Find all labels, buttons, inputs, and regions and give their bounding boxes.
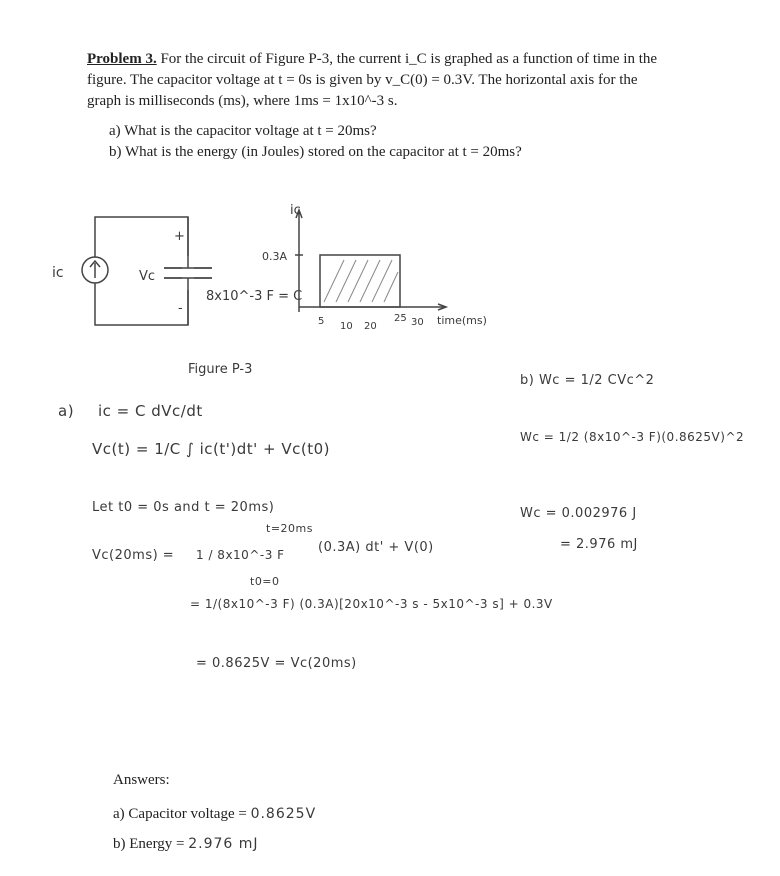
question-b (109, 144, 522, 161)
solution-a-let: Let t0 = 0s and t = 20ms) (92, 500, 275, 515)
minus-sign: - (178, 301, 183, 316)
answer-a-value: 0.8625V (250, 806, 317, 822)
solution-a-int-lower: t0=0 (250, 575, 280, 588)
solution-b-eq1: b) Wc = 1/2 CVc^2 (520, 373, 655, 388)
solution-a-eq2: Vc(t) = 1/C ∫ ic(t')dt' + Vc(t0) (92, 440, 331, 458)
pulse-hatching (324, 260, 398, 302)
xtick-10: 10 (340, 321, 353, 332)
answers-title: Answers: (113, 772, 170, 788)
problem-text-2: figure. The capacitor voltage at t = 0s is given by v_C(0) = 0.3V. The horizontal axis for the (87, 72, 638, 88)
xtick-5: 5 (318, 316, 325, 327)
graph-y-label: ic (290, 203, 301, 218)
problem-heading: Problem 3. (87, 51, 157, 67)
figure-caption: Figure P-3 (188, 362, 253, 377)
question-a-text: What is the capacitor voltage at t = 20ms? (124, 123, 377, 139)
problem-text-3: graph is milliseconds (ms), where 1ms = 1x10^-3 s. (87, 93, 398, 109)
answer-b-value: 2.976 mJ (188, 836, 259, 852)
question-a (109, 123, 377, 140)
solution-a-label: a) (58, 402, 75, 420)
xtick-25: 25 (394, 313, 407, 324)
graph-level-label: 0.3A (262, 250, 288, 263)
solution-a-eq3-lhs: Vc(20ms) = (92, 548, 175, 563)
current-graph (295, 210, 446, 312)
solution-b-eq2: Wc = 1/2 (8x10^-3 F)(0.8625V)^2 (520, 430, 745, 444)
answer-a-label: a) Capacitor voltage = (113, 806, 247, 822)
solution-b-eq3: Wc = 0.002976 J (520, 506, 637, 521)
solution-a-eq3-rhs: (0.3A) dt' + V(0) (318, 540, 434, 555)
current-pulse (320, 255, 400, 307)
solution-a-int-upper: t=20ms (266, 522, 313, 535)
capacitor-value: 8x10^-3 F = C (206, 289, 303, 304)
problem-text-1: For the circuit of Figure P-3, the current i_C is graphed as a function of time in the (160, 51, 658, 67)
solution-a-eq4: = 1/(8x10^-3 F) (0.3A)[20x10^-3 s - 5x10^-3 s] + 0.3V (190, 597, 553, 611)
solution-b-eq4: = 2.976 mJ (560, 537, 638, 552)
question-b-text: What is the energy (in Joules) stored on the capacitor at t = 20ms? (124, 144, 522, 160)
graph-x-label: time(ms) (437, 314, 487, 327)
solution-a-eq5: = 0.8625V = Vc(20ms) (196, 656, 357, 671)
figure-p3 (0, 190, 780, 380)
xtick-30: 30 (411, 317, 424, 328)
plus-sign: + (174, 229, 185, 244)
solution-a-eq1: ic = C dVc/dt (98, 402, 203, 420)
question-b-label: b) (109, 144, 122, 160)
answer-b-label: b) Energy = (113, 836, 185, 852)
problem-line-1 (87, 51, 657, 68)
vc-label: Vc (139, 269, 156, 284)
xtick-20: 20 (364, 321, 377, 332)
answer-a (113, 806, 316, 823)
solution-a-eq3-fraction: 1 / 8x10^-3 F (196, 548, 285, 562)
source-label: ic (52, 265, 64, 281)
answer-b (113, 836, 259, 853)
question-a-label: a) (109, 123, 121, 139)
